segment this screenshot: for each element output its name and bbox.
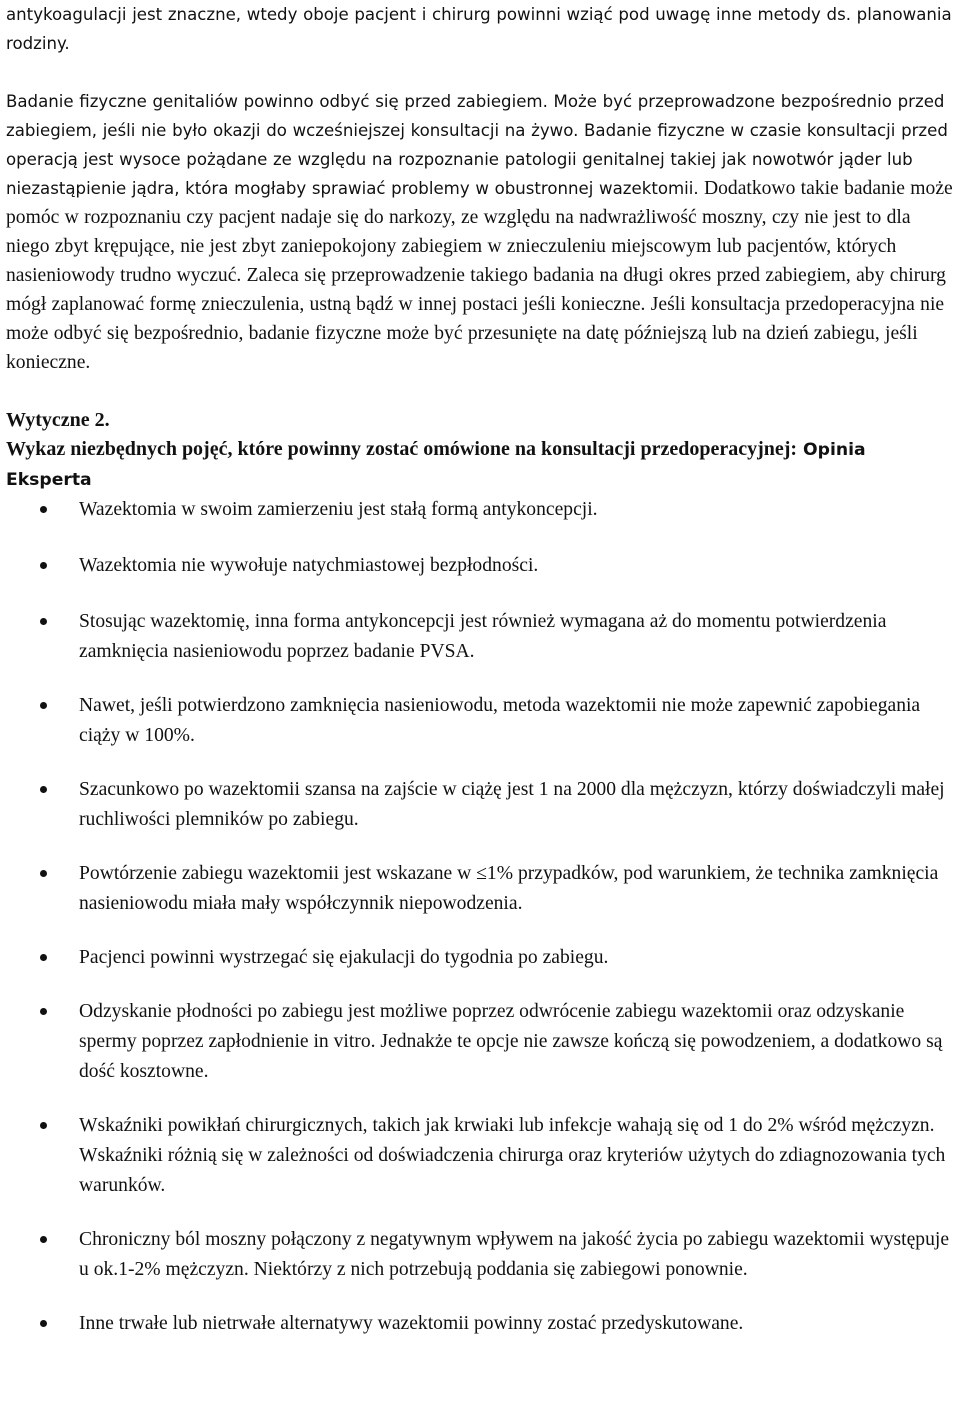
list-item — [6, 607, 954, 667]
guideline-title-evidence: Opinia Eksperta — [6, 440, 866, 490]
list-item — [6, 1309, 954, 1339]
paragraph-physical-exam — [6, 87, 954, 377]
bullet-icon — [40, 702, 47, 709]
list-item-text: Chroniczny ból moszny połączony z negatywnym wpływem na jakość życia po zabiegu wazektomii występuje u ok.1-2% mężczyzn. Niektórzy z nich potrzebują poddania się zabiegowi ponownie. — [79, 1229, 950, 1280]
list-item — [6, 943, 954, 973]
list-item-text: Powtórzenie zabiegu wazektomii jest wskazane w ≤1% przypadków, pod warunkiem, że technika zamknięcia nasieniowodu miała mały współczynnik niepowodzenia. — [79, 863, 939, 914]
paragraph-text-sans: Badanie fizyczne genitaliów powinno odbyć się przed zabiegiem. Może być przeprowadzone bezpośrednio przed zabiegiem, jeśli nie było okazji do wcześniejszej konsultacji na żywo. Badanie fizyczne w czasie konsultacji przed operacją jest wysoce pożądane ze względu na rozpoznanie patologii genitalnej takiej jak nowotwór jąder lub niezastąpienie jądra, która mogłaby sprawiać problemy w obustronnej wazektomii. — [6, 92, 948, 198]
paragraph-text-tail: Zaleca się przeprowadzenie takiego badania na długi okres przed zabiegiem, aby chirurg mógł zaplanować formę znieczulenia, ustną bądź w innej postaci jeśli konieczne. Jeśli konsultacja przedoperacyjna nie może odbyć się bezpośrednio, badanie fizyczne może być przesunięte na datę późniejszą lub na dzień zabiegu, jeśli konieczne. — [6, 265, 946, 373]
paragraph-text-serif: Dodatkowo takie badanie może pomóc w rozpoznaniu czy pacjent nadaje się do narkozy, ze względu na nadwrażliwość moszny, czy nie jest to dla niego zbyt krępujące, nie jest zbyt zaniepokojony zabiegiem w znieczuleniu miejscowym lub pacjentów, których nasieniowody trudno wyczuć. — [6, 178, 953, 286]
list-item-text: Wazektomia w swoim zamierzeniu jest stałą formą antykoncepcji. — [79, 499, 598, 520]
bullet-icon — [40, 618, 47, 625]
list-item — [6, 997, 954, 1087]
list-item — [6, 1111, 954, 1201]
bullet-icon — [40, 1320, 47, 1327]
list-item-text: Stosując wazektomię, inna forma antykoncepcji jest również wymagana aż do momentu potwierdzenia zamknięcia nasieniowodu poprzez badanie PVSA. — [79, 611, 887, 662]
bullet-icon — [40, 1122, 47, 1129]
bullet-icon — [40, 1236, 47, 1243]
bullet-icon — [40, 786, 47, 793]
list-item-text: Wazektomia nie wywołuje natychmiastowej bezpłodności. — [79, 555, 539, 576]
list-item-text: Szacunkowo po wazektomii szansa na zajście w ciążę jest 1 na 2000 dla mężczyzn, którzy doświadczyli małej ruchliwości plemników po zabiegu. — [79, 779, 945, 830]
guideline-title-text: Wykaz niezbędnych pojęć, które powinny zostać omówione na konsultacji przedoperacyjnej: — [6, 438, 798, 460]
paragraph-text: antykoagulacji jest znaczne, wtedy oboje pacjent i chirurg powinni wziąć pod uwagę inne metody ds. planowania rodziny. — [6, 5, 952, 53]
list-item — [6, 551, 954, 581]
list-item-text: Odzyskanie płodności po zabiegu jest możliwe poprzez odwrócenie zabiegu wazektomii oraz odzyskanie spermy poprzez zapłodnienie in vitro. Jednakże te opcje nie zawsze kończą się powodzeniem, a dodatkowo są dość kosztowne. — [79, 1001, 943, 1082]
document-page — [6, 0, 954, 1339]
list-item-text: Pacjenci powinni wystrzegać się ejakulacji do tygodnia po zabiegu. — [79, 947, 609, 968]
paragraph-contraception-intro — [6, 0, 954, 58]
bullet-icon — [40, 870, 47, 877]
list-item — [6, 691, 954, 751]
list-item — [6, 859, 954, 919]
list-item — [6, 775, 954, 835]
bullet-icon — [40, 506, 47, 513]
bullet-icon — [40, 562, 47, 569]
list-item-text: Inne trwałe lub nietrwałe alternatywy wazektomii powinny zostać przedyskutowane. — [79, 1313, 744, 1334]
list-item — [6, 1225, 954, 1285]
bullet-icon — [40, 1008, 47, 1015]
list-item — [6, 495, 954, 525]
list-item-text: Wskaźniki powikłań chirurgicznych, takich jak krwiaki lub infekcje wahają się od 1 do 2% wśród mężczyzn. Wskaźniki różnią się w zależności od doświadczenia chirurga oraz kryteriów użytych do zdiagnozowania tych warunków. — [79, 1115, 946, 1196]
list-item-text: Nawet, jeśli potwierdzono zamknięcia nasieniowodu, metoda wazektomii nie może zapewnić zapobiegania ciąży w 100%. — [79, 695, 921, 746]
guideline-title — [6, 435, 954, 495]
bullet-icon — [40, 954, 47, 961]
guideline-number: Wytyczne 2. — [6, 409, 110, 431]
consultation-topics-list — [6, 495, 954, 1339]
